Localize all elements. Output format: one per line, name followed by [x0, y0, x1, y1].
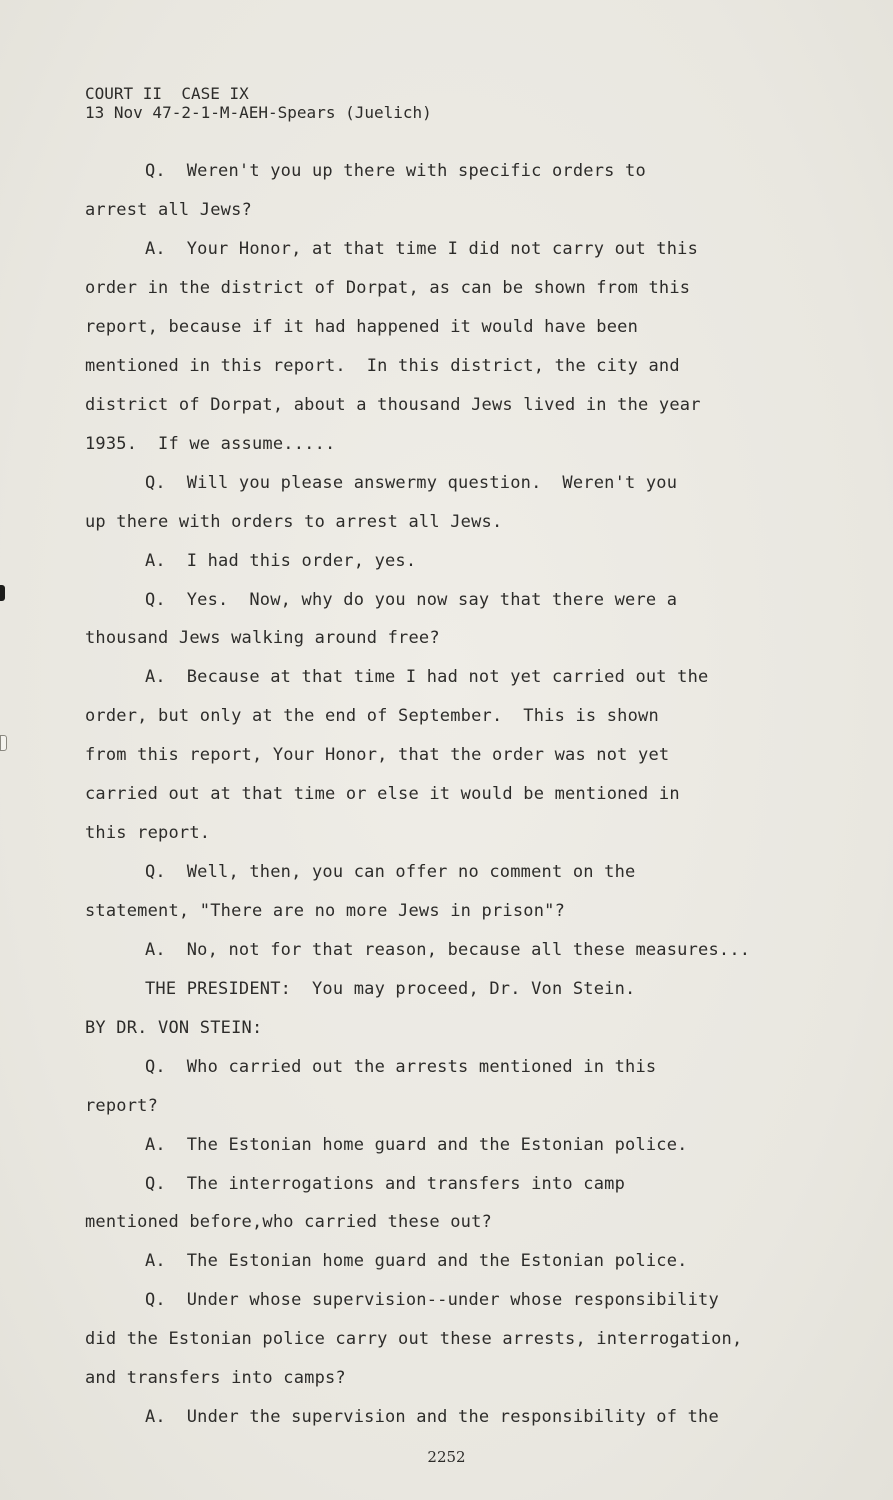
transcript-line: Q. Yes. Now, why do you now say that there were a — [145, 590, 678, 610]
transcript-line: Q. Will you please answermy question. Weren't you — [145, 473, 678, 493]
transcript-line: 1935. If we assume..... — [85, 434, 336, 454]
transcript-line: up there with orders to arrest all Jews. — [85, 512, 503, 532]
page-number: 2252 — [427, 1448, 466, 1466]
binding-hole-mark — [0, 735, 7, 751]
transcript-line: arrest all Jews? — [85, 200, 252, 220]
transcript-line: mentioned before,who carried these out? — [85, 1212, 492, 1232]
transcript-line: and transfers into camps? — [85, 1368, 346, 1388]
transcript-line: A. Under the supervision and the responsibility of the — [145, 1407, 719, 1427]
transcript-line: Q. Under whose supervision--under whose responsibility — [145, 1290, 719, 1310]
transcript-line: from this report, Your Honor, that the order was not yet — [85, 745, 670, 765]
transcript-line: THE PRESIDENT: You may proceed, Dr. Von Stein. — [145, 979, 636, 999]
transcript-line: order, but only at the end of September. This is shown — [85, 706, 659, 726]
transcript-line: statement, "There are no more Jews in prison"? — [85, 901, 566, 921]
transcript-line: mentioned in this report. In this district, the city and — [85, 356, 680, 376]
transcript-line: report, because if it had happened it would have been — [85, 317, 639, 337]
transcript-line: Q. Well, then, you can offer no comment on the — [145, 862, 636, 882]
transcript-line: report? — [85, 1096, 159, 1116]
transcript-line: A. I had this order, yes. — [145, 551, 417, 571]
transcript-line: this report. — [85, 823, 211, 843]
transcript-line: A. The Estonian home guard and the Estonian police. — [145, 1135, 688, 1155]
transcript-line: district of Dorpat, about a thousand Jews lived in the year — [85, 395, 701, 415]
transcript-line: Q. The interrogations and transfers into camp — [145, 1174, 626, 1194]
transcript-line: A. The Estonian home guard and the Estonian police. — [145, 1251, 688, 1271]
transcript-line: order in the district of Dorpat, as can be shown from this — [85, 278, 691, 298]
header-date-reporter: 13 Nov 47-2-1-M-AEH-Spears (Juelich) — [85, 103, 432, 122]
transcript-line: did the Estonian police carry out these arrests, interrogation, — [85, 1329, 743, 1349]
transcript-line: A. Your Honor, at that time I did not carry out this — [145, 239, 699, 259]
transcript-line: Q. Weren't you up there with specific orders to — [145, 161, 646, 181]
transcript-line: A. Because at that time I had not yet carried out the — [145, 667, 709, 687]
transcript-line: A. No, not for that reason, because all these measures... — [145, 940, 751, 960]
transcript-line: thousand Jews walking around free? — [85, 628, 440, 648]
transcript-line: carried out at that time or else it would be mentioned in — [85, 784, 680, 804]
speaker-heading: BY DR. VON STEIN: — [85, 1018, 263, 1038]
binding-hole-mark — [0, 585, 5, 601]
header-court-case: COURT II CASE IX — [85, 84, 249, 103]
transcript-line: Q. Who carried out the arrests mentioned in this — [145, 1057, 657, 1077]
